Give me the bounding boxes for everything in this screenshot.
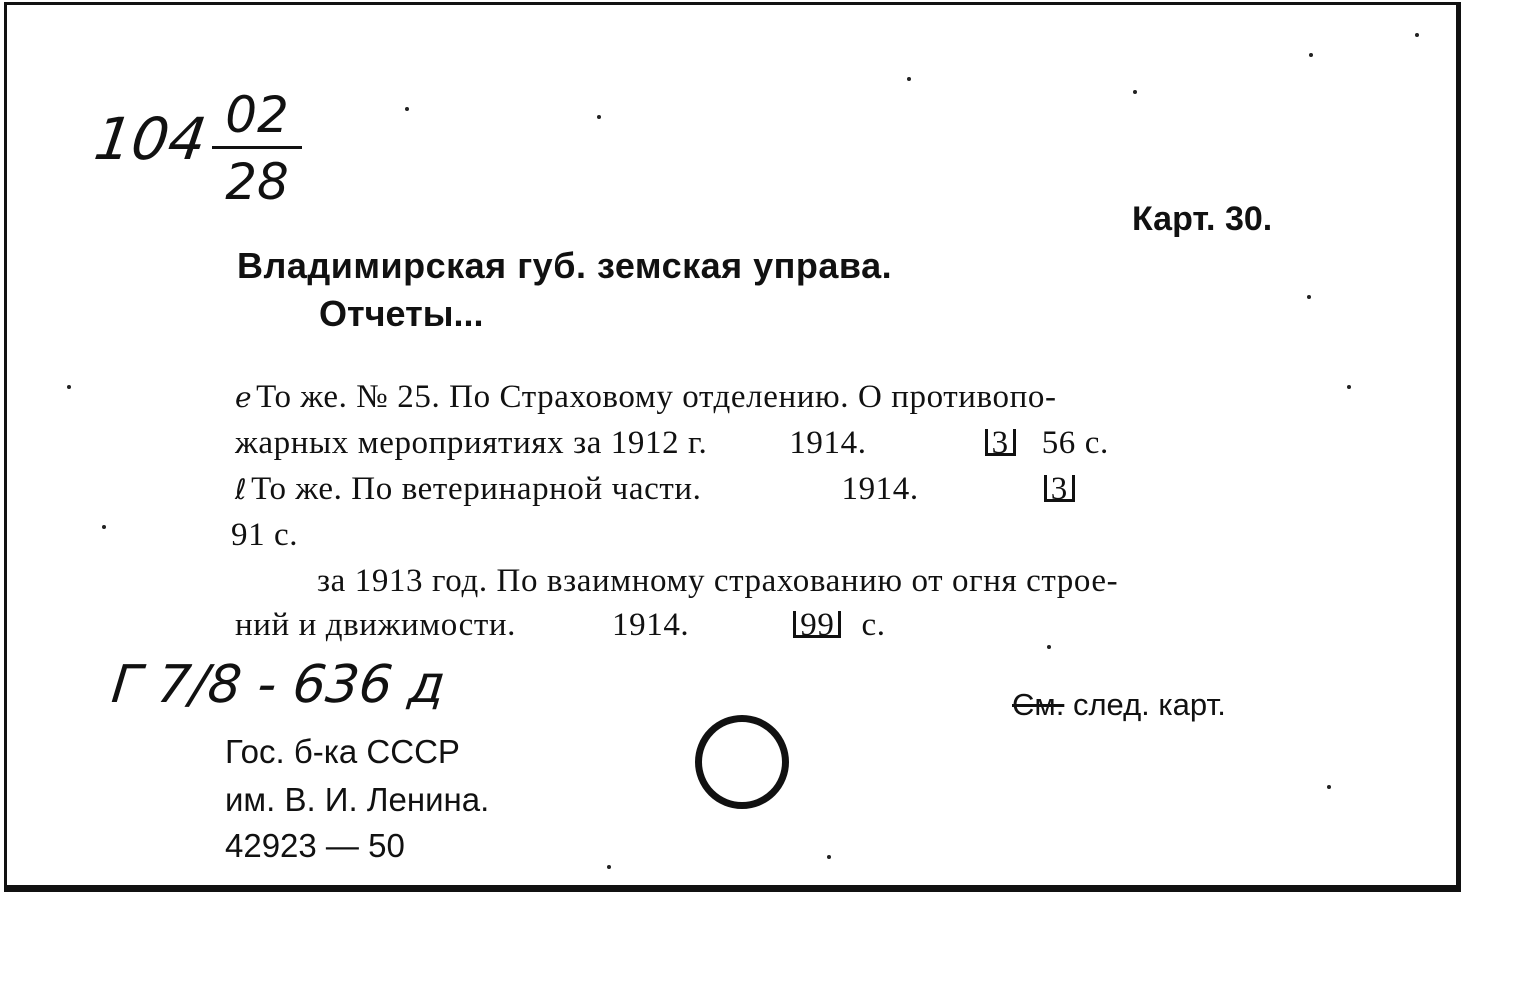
card-subtitle: Отчеты...: [319, 293, 484, 334]
entry-3-desc: ний и движимости.: [235, 607, 517, 643]
entry-1-desc: жарных мероприятиях за 1912 г.: [235, 425, 708, 461]
next-card-text: след. карт.: [1072, 687, 1226, 722]
next-card-struck: См.: [1012, 687, 1065, 722]
speck: [1133, 90, 1137, 94]
entry-1-line-1: [235, 379, 1057, 416]
entry-3-line-1: [317, 563, 1118, 600]
speck: [1309, 53, 1313, 57]
speck: [67, 385, 71, 389]
speck: [405, 107, 409, 111]
speck: [607, 865, 611, 869]
card-number: Карт. 30.: [1132, 200, 1273, 238]
speck: [907, 77, 911, 81]
speck: [1047, 645, 1051, 649]
punch-hole: [695, 715, 789, 809]
entry-1-year: 1914.: [789, 425, 867, 461]
entry-1-pages: 56 с.: [1041, 425, 1109, 461]
entry-2-text: То же. По ветеринарной части.: [251, 471, 702, 507]
entry-1-mark: ℯ: [235, 381, 253, 414]
entry-2-line-2: [231, 517, 298, 554]
entry-2-volumes: 3: [1044, 475, 1075, 502]
catalog-card: [4, 2, 1461, 892]
entry-2-pages: 91 с.: [231, 517, 299, 553]
call-number: Г 7/8 - 636 д: [108, 655, 448, 715]
speck: [597, 115, 601, 119]
shelf-denominator: 28: [225, 153, 289, 211]
entry-2-line-1: [235, 471, 1075, 508]
imprint-library: Гос. б-ка СССР: [225, 733, 460, 770]
entry-1-line-2: [235, 425, 1109, 462]
speck: [102, 525, 106, 529]
next-card-note: [1012, 687, 1226, 723]
speck: [1415, 33, 1419, 37]
shelf-fraction: [212, 86, 302, 211]
entry-3-pages-num: 99: [793, 611, 841, 638]
shelf-mark: 104: [90, 105, 211, 173]
speck: [1307, 295, 1311, 299]
speck: [1347, 385, 1351, 389]
speck: [1327, 785, 1331, 789]
entry-3-text: за 1913 год. По взаимному страхованию от огня строе-: [317, 563, 1119, 599]
shelf-numerator: 02: [225, 86, 289, 144]
entry-2-year: 1914.: [841, 471, 919, 507]
imprint-name: им. В. И. Ленина.: [225, 781, 490, 818]
entry-3-line-2: [235, 607, 886, 644]
entry-1-volumes: 3: [985, 429, 1016, 456]
card-title: Владимирская губ. земская управа.: [237, 245, 893, 286]
entry-2-mark: ℓ: [235, 473, 248, 506]
fraction-bar: [212, 146, 302, 149]
entry-1-text: То же. № 25. По Страховому отделению. О противопо-: [256, 379, 1057, 415]
entry-3-pages-unit: с.: [861, 607, 886, 643]
imprint-print-number: 42923 — 50: [225, 827, 405, 864]
speck: [827, 855, 831, 859]
entry-3-year: 1914.: [612, 607, 690, 643]
